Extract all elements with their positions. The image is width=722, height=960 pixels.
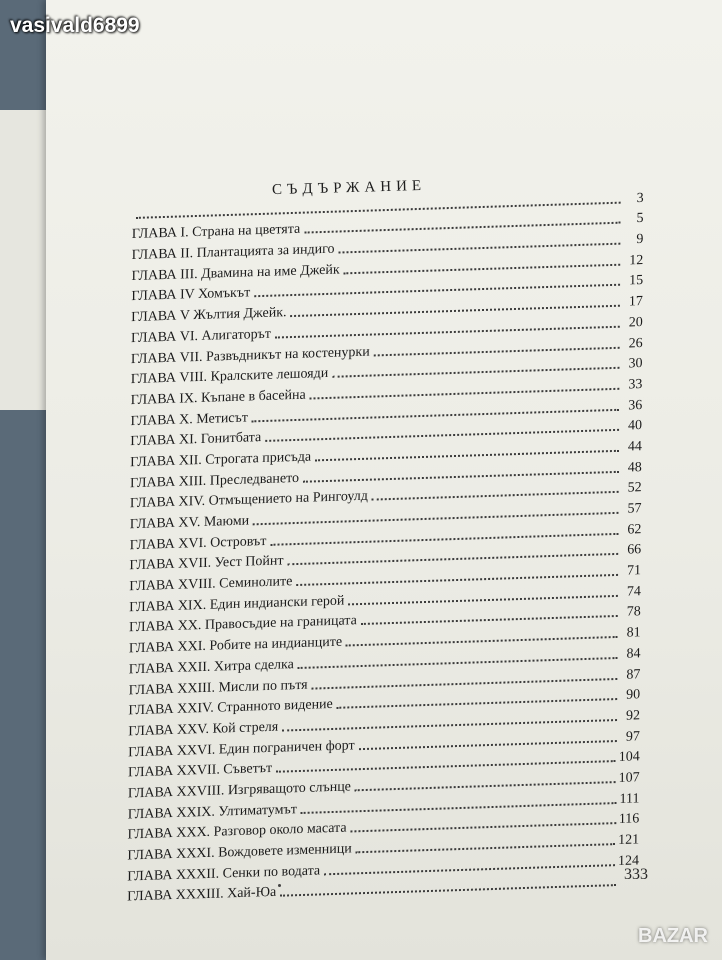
toc-entry-label: ГЛАВА XXIX. Ултиматумът: [127, 801, 297, 823]
toc-entry-page: 48: [627, 459, 642, 476]
toc-entry-label: ГЛАВА XVI. Островът: [129, 533, 267, 553]
toc-entry-page: 9: [636, 232, 644, 248]
toc-entry-label: ГЛАВА XXI. Робите на индианците: [128, 634, 343, 657]
brand-logo: BAZAR: [638, 925, 708, 947]
toc-entry-label: ГЛАВА XXII. Хитра сделка: [128, 656, 294, 678]
ink-speck: [278, 884, 281, 887]
toc-entry-page: 66: [627, 542, 642, 558]
toc-entry-page: 30: [628, 356, 643, 372]
toc-leader-dots: [280, 885, 616, 898]
toc-entry-label: ГЛАВА II. Плантацията за индиго: [131, 241, 335, 264]
toc-entry-label: ГЛАВА V Жълтия Джейк.: [131, 305, 287, 326]
toc-entry-label: ГЛАВА XXVI. Един пограничен форт: [128, 737, 355, 760]
toc-entry-page: 97: [625, 728, 640, 745]
toc-entry-label: ГЛАВА VII. Развъдникът на костенурки: [130, 344, 370, 367]
toc-entry-label: ГЛАВА XI. Гонитбата: [130, 430, 262, 450]
toc-entry-label: ГЛАВА XXV. Кой стреля: [128, 719, 279, 740]
toc-entry-page: 33: [628, 376, 643, 393]
toc-entry-page: 84: [626, 646, 641, 662]
seller-watermark: vasivald6899: [10, 14, 140, 37]
toc-entry-label: ГЛАВА XII. Строгата присъда: [130, 449, 312, 471]
toc-entry-label: ГЛАВА I. Страна на цветята: [131, 222, 301, 243]
toc-entry-page: 104: [618, 749, 640, 766]
toc-entry-label: ГЛАВА XV. Маюми: [129, 513, 250, 533]
toc-entry-label: ГЛАВА X. Метисът: [130, 410, 248, 429]
toc-entry-label: ГЛАВА XXXII. Сенки по водата: [127, 863, 321, 885]
toc-entry-label: ГЛАВА XXIV. Странното видение: [128, 697, 333, 719]
toc-entry-page: 74: [626, 583, 641, 600]
toc-entry-page: 111: [619, 790, 640, 807]
toc-entry-page: 92: [626, 708, 641, 724]
toc-entry-label: ГЛАВА IX. Къпане в басейна: [130, 387, 306, 409]
toc-entry-label: ГЛАВА IV Хомъкът: [131, 285, 251, 305]
table-of-contents: [127, 186, 644, 906]
toc-entry-page: 17: [628, 294, 643, 310]
toc-entry-page: 36: [628, 397, 643, 414]
toc-entry-label: ГЛАВА XIV. Отмъщението на Рингоулд: [129, 489, 368, 512]
toc-entry-page: 3: [636, 190, 644, 206]
toc-title: СЪДЪРЖАНИЕ: [271, 177, 427, 199]
toc-entry-page: 52: [627, 480, 642, 496]
toc-entry-page: 87: [626, 666, 641, 683]
toc-entry-page: 81: [626, 625, 641, 641]
toc-entry-page: 62: [627, 521, 642, 538]
toc-entry-label: ГЛАВА XIII. Преследването: [129, 470, 300, 491]
toc-entry-page: 116: [618, 811, 640, 828]
toc-entry-label: ГЛАВА III. Двамина на име Джейк: [131, 262, 340, 284]
toc-entry-page: 26: [628, 335, 643, 351]
toc-entry-page: 40: [628, 418, 643, 434]
page-number: 333: [624, 866, 648, 883]
toc-entry-label: ГЛАВА VIII. Кралските лешояди: [130, 366, 329, 388]
toc-entry-page: [619, 890, 639, 891]
book-page: [46, 0, 722, 960]
toc-entry-label: ГЛАВА XXX. Разговор около масата: [127, 820, 347, 843]
toc-entry-page: 15: [629, 273, 644, 289]
toc-entry-page: 20: [628, 314, 643, 331]
toc-entry-page: 5: [636, 211, 644, 227]
toc-entry-label: ГЛАВА XXXI. Вождовете изменници: [127, 841, 352, 864]
toc-entry-page: 12: [629, 252, 644, 269]
toc-entry-label: ГЛАВА XX. Правосъдие на границата: [128, 613, 357, 636]
toc-entry-label: ГЛАВА XVIII. Семинолите: [129, 574, 293, 595]
toc-entry-page: 71: [627, 563, 642, 579]
toc-entry-label: ГЛАВА XIX. Един индиански герой: [129, 593, 345, 616]
toc-entry-label: ГЛАВА XXXIII. Хай-Юа: [127, 885, 277, 905]
toc-entry-label: ГЛАВА XXVII. Съветът: [127, 761, 273, 781]
toc-entry-label: ГЛАВА XXVIII. Изгряващото слънце: [127, 779, 351, 802]
toc-entry-label: ГЛАВА XXIII. Мисли по пътя: [128, 677, 308, 698]
toc-entry-page: 78: [626, 604, 641, 621]
toc-entry-label: ГЛАВА VI. Алигаторът: [130, 326, 271, 346]
toc-entry-page: 124: [617, 853, 640, 869]
toc-entry-page: 57: [627, 501, 642, 517]
toc-entry-page: 121: [618, 832, 640, 849]
toc-entry-page: 107: [618, 770, 640, 786]
toc-entry-page: 90: [626, 687, 641, 703]
toc-entry-label: ГЛАВА XVII. Уест Пойнт: [129, 553, 284, 574]
toc-entry-page: 44: [627, 439, 642, 455]
